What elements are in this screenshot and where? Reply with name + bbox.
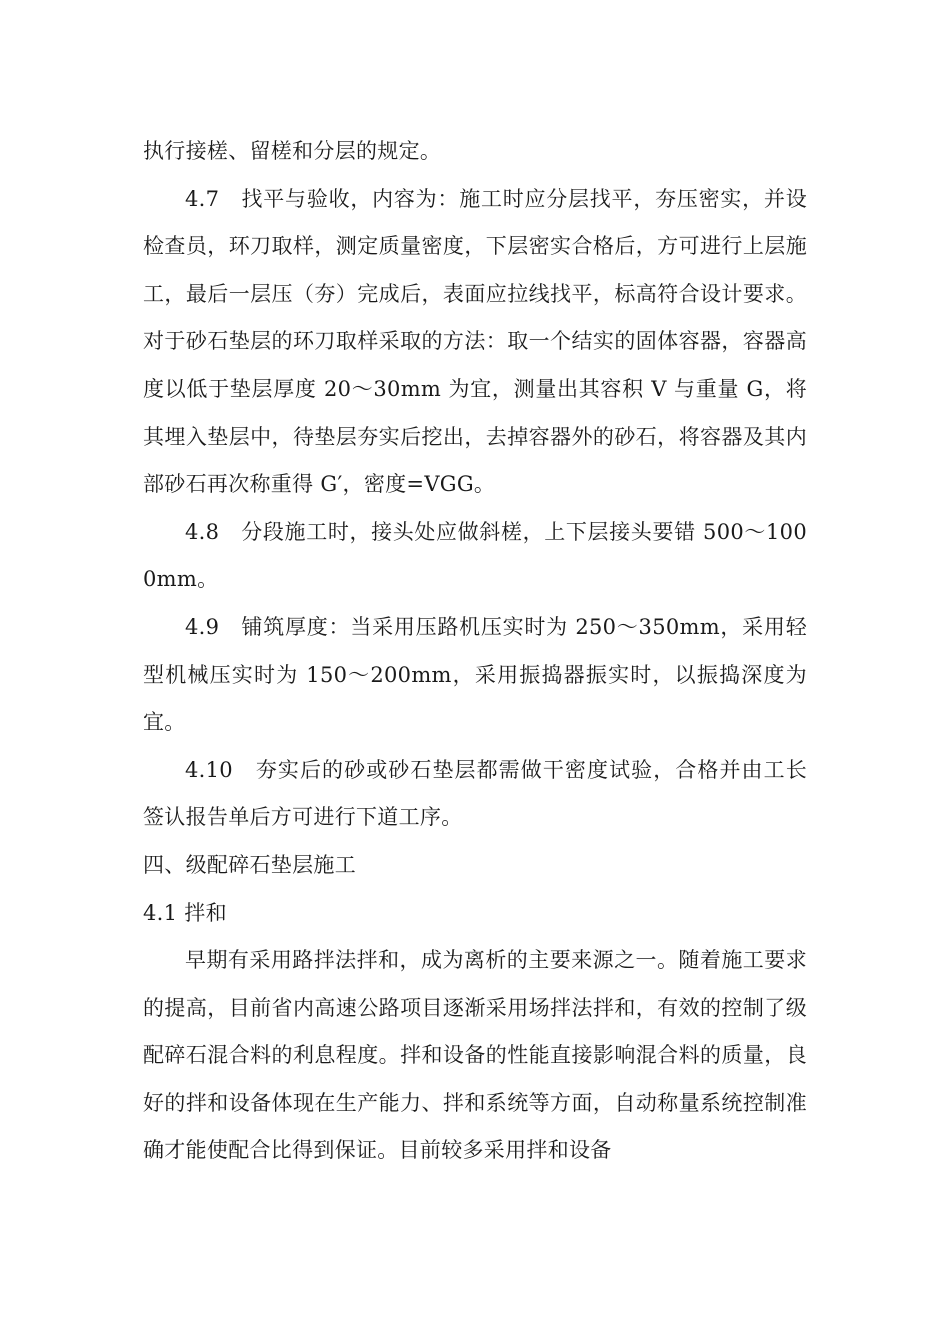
subsection-heading: 4.1 拌和: [143, 900, 227, 925]
paragraph-4-8: 4.8 分段施工时，接头处应做斜槎，上下层接头要错 500～1000mm。: [143, 519, 807, 592]
paragraph-continuation: 执行接槎、留槎和分层的规定。: [143, 139, 442, 163]
paragraph-4-10: 4.10 夯实后的砂或砂石垫层都需做干密度试验，合格并由工长签认报告单后方可进行下道工序。: [143, 757, 807, 830]
paragraph-4-7: 4.7 找平与验收，内容为：施工时应分层找平，夯压密实，并设检查员，环刀取样，测定质量密度，下层密实合格后，方可进行上层施工，最后一层压（夯）完成后，表面应拉线找平，标高符合设计要求。对于砂石垫层的环刀取样采取的方法：取一个结实的固体容器，容器高度以低于垫层厚度 20～30mm 为宜，测量出其容积 V 与重量 G，将其埋入垫层中，待垫层夯实后挖出，去掉容器外的砂石，将容器及其内部砂石再次称重得 G′，密度=VGG。: [143, 186, 807, 497]
paragraph-4-9: 4.9 铺筑厚度：当采用压路机压实时为 250～350mm，采用轻型机械压实时为 150～200mm，采用振捣器振实时，以振捣深度为宜。: [143, 614, 807, 735]
section-heading: 四、级配碎石垫层施工: [143, 852, 356, 877]
document-body: [143, 128, 807, 1175]
paragraph-mixing: 早期有采用路拌法拌和，成为离析的主要来源之一。随着施工要求的提高，目前省内高速公路项目逐渐采用场拌法拌和，有效的控制了级配碎石混合料的利息程度。拌和设备的性能直接影响混合料的质量，良好的拌和设备体现在生产能力、拌和系统等方面，自动称量系统控制准确才能使配合比得到保证。目前较多采用拌和设备: [143, 948, 807, 1163]
